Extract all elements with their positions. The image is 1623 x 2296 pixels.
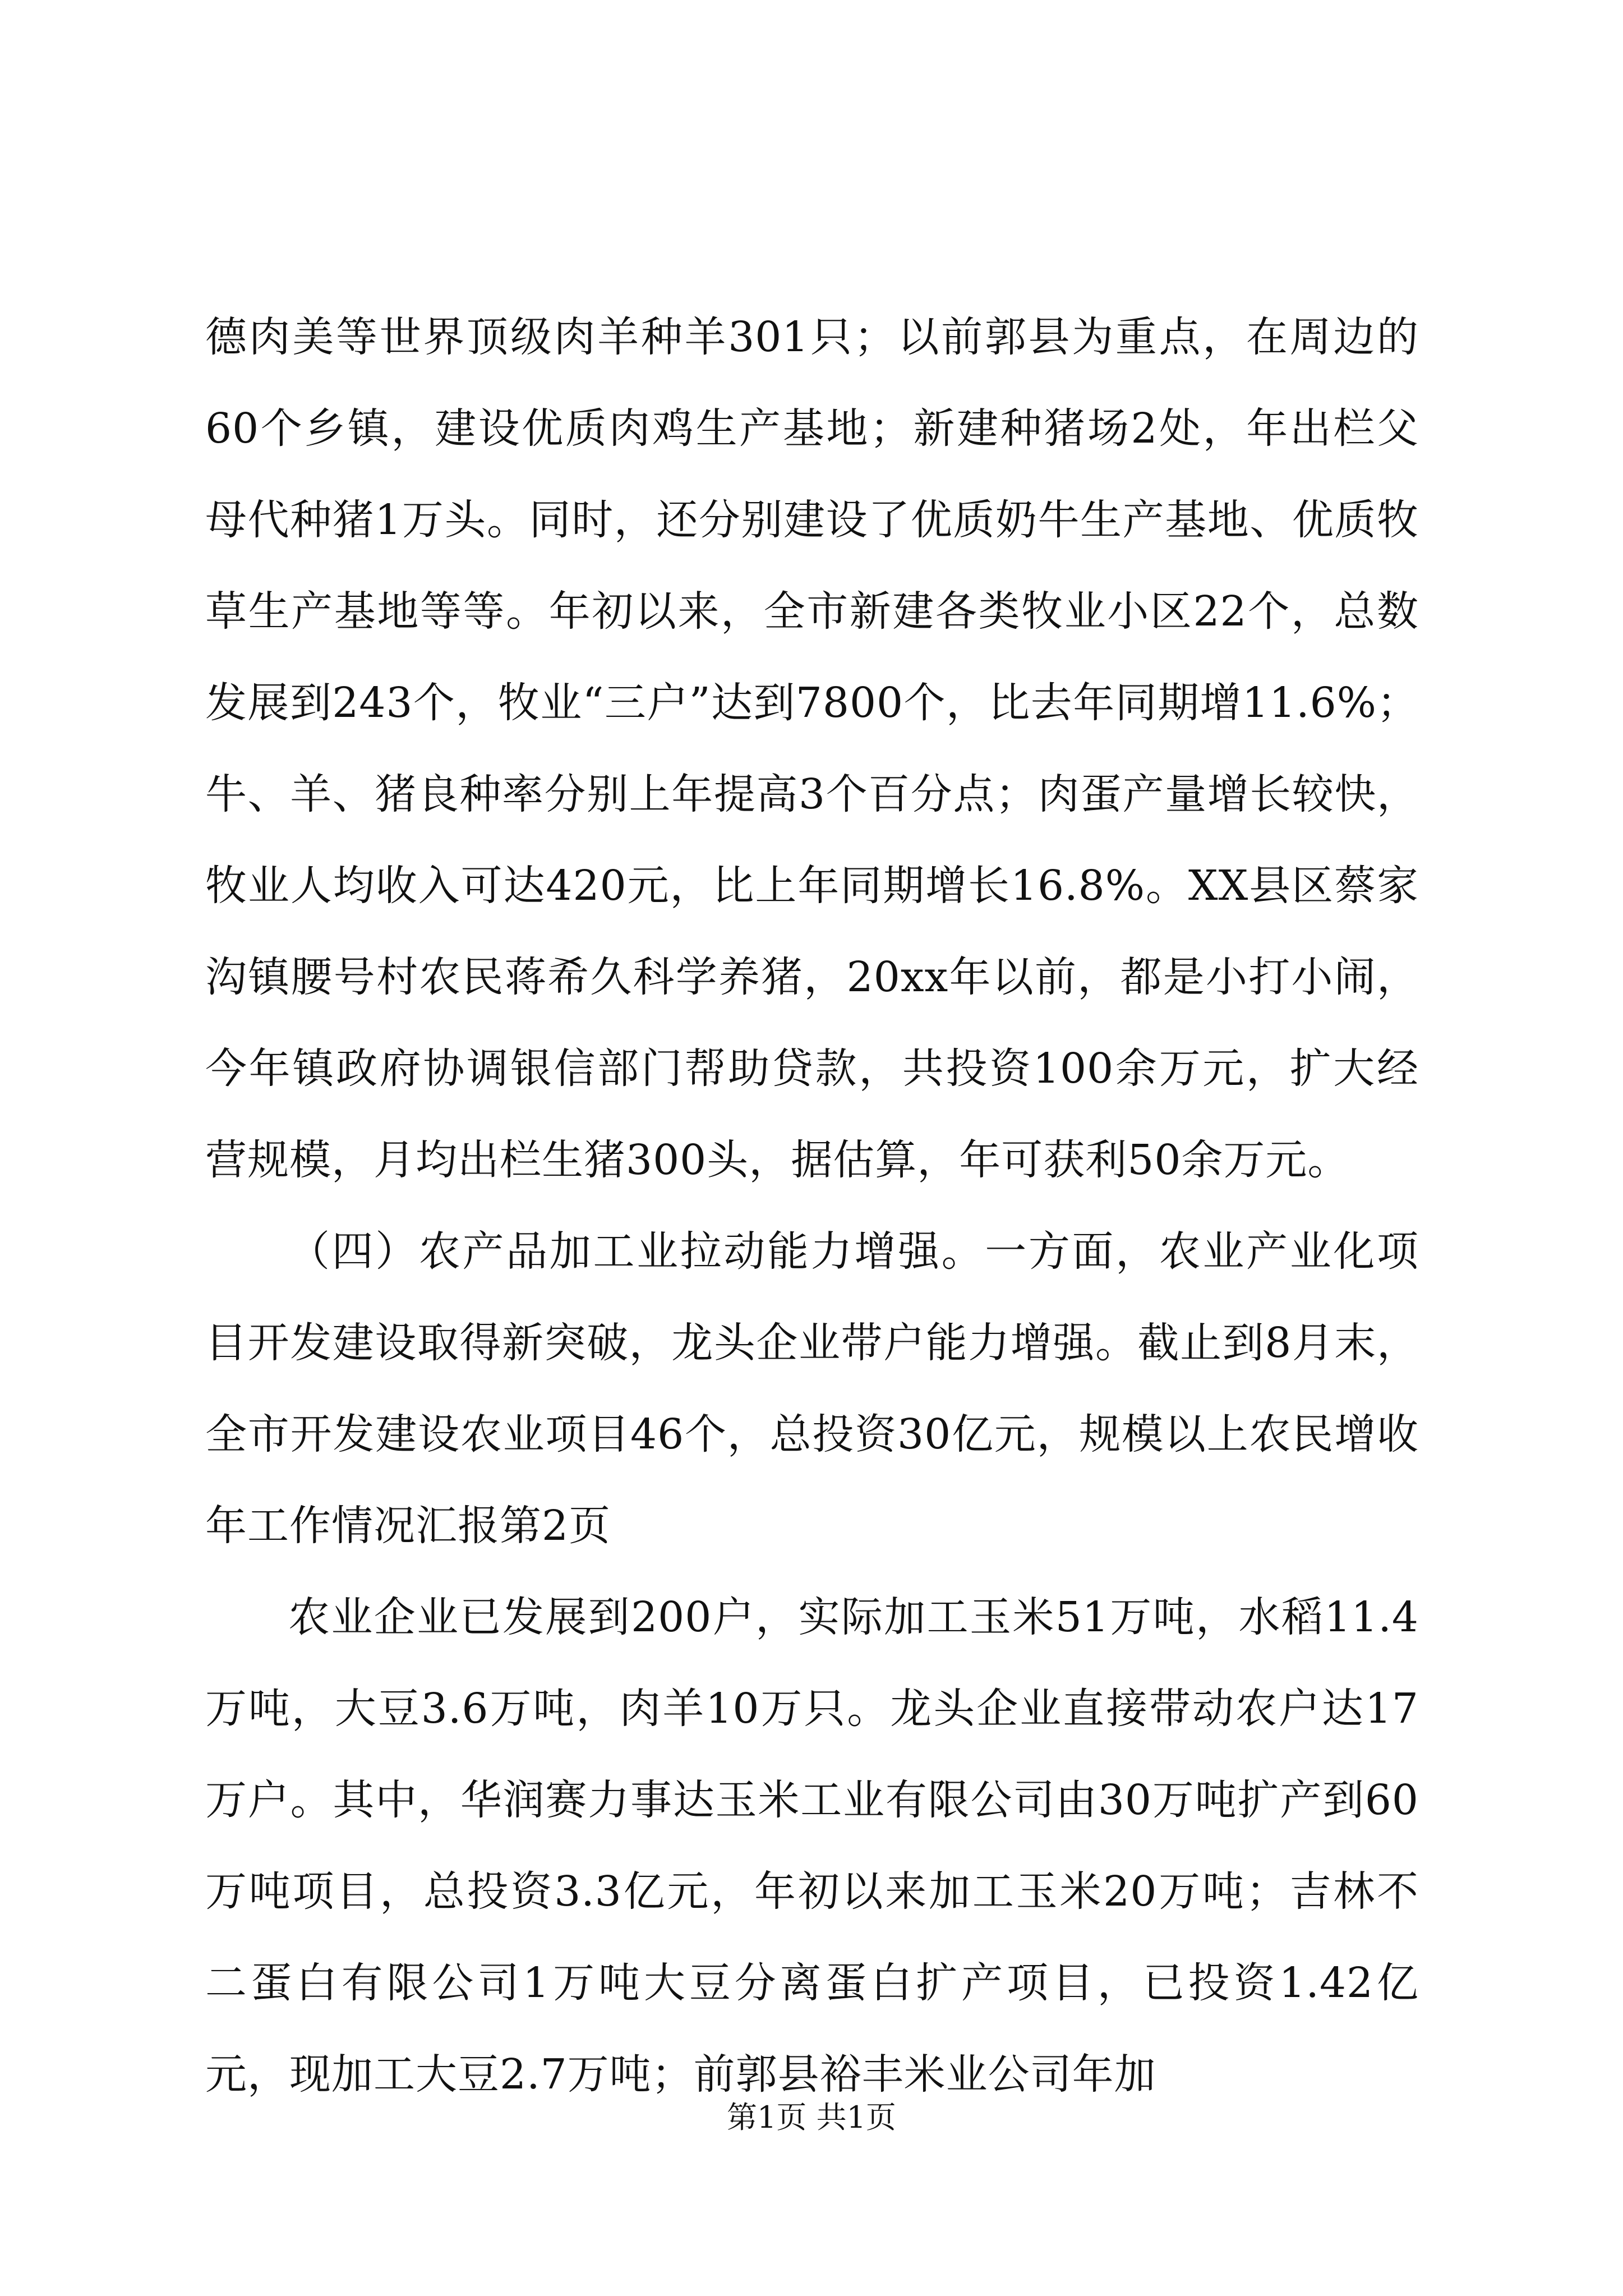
paragraph-enterprises: 农业企业已发展到200户，实际加工玉米51万吨，水稻11.4万吨，大豆3.6万吨，肉羊10万只。龙头企业直接带动农户达17万户。其中，华润赛力事达玉米工业有限公司由30万吨扩产到60万吨项目，总投资3.3亿元，年初以来加工玉米20万吨；吉林不二蛋白有限公司1万吨大豆分离蛋白扩产项目，已投资1.42亿元，现加工大豆2.7万吨；前郭县裕丰米业公司年加 [205, 1593, 1419, 2099]
paragraph-livestock: 德肉美等世界顶级肉羊种羊301只；以前郭县为重点，在周边的60个乡镇，建设优质肉鸡生产基地；新建种猪场2处，年出栏父母代种猪1万头。同时，还分别建设了优质奶牛生产基地、优质牧草生产基地等等。年初以来，全市新建各类牧业小区22个，总数发展到243个，牧业“三户”达到7800个，比去年同期增11.6%；牛、羊、猪良种率分别上年提高3个百分点；肉蛋产量增长较快，牧业人均收入可达420元，比上年同期增长16.8%。XX县区蔡家沟镇腰号村农民蒋希久科学养猪，20xx年以前，都是小打小闹，今年镇政府协调银信部门帮助贷款，共投资100余万元，扩大经营规模，月均出栏生猪300头，据估算，年可获利50余万元。 [205, 313, 1419, 1184]
document-body [205, 292, 1419, 2120]
paragraph-agri-processing: （四）农产品加工业拉动能力增强。一方面，农业产业化项目开发建设取得新突破，龙头企业带户能力增强。截止到8月末，全市开发建设农业项目46个，总投资30亿元，规模以上农民增收年工作情况汇报第2页 [205, 1227, 1419, 1550]
page-footer: 第1页 共1页 [727, 2100, 896, 2135]
